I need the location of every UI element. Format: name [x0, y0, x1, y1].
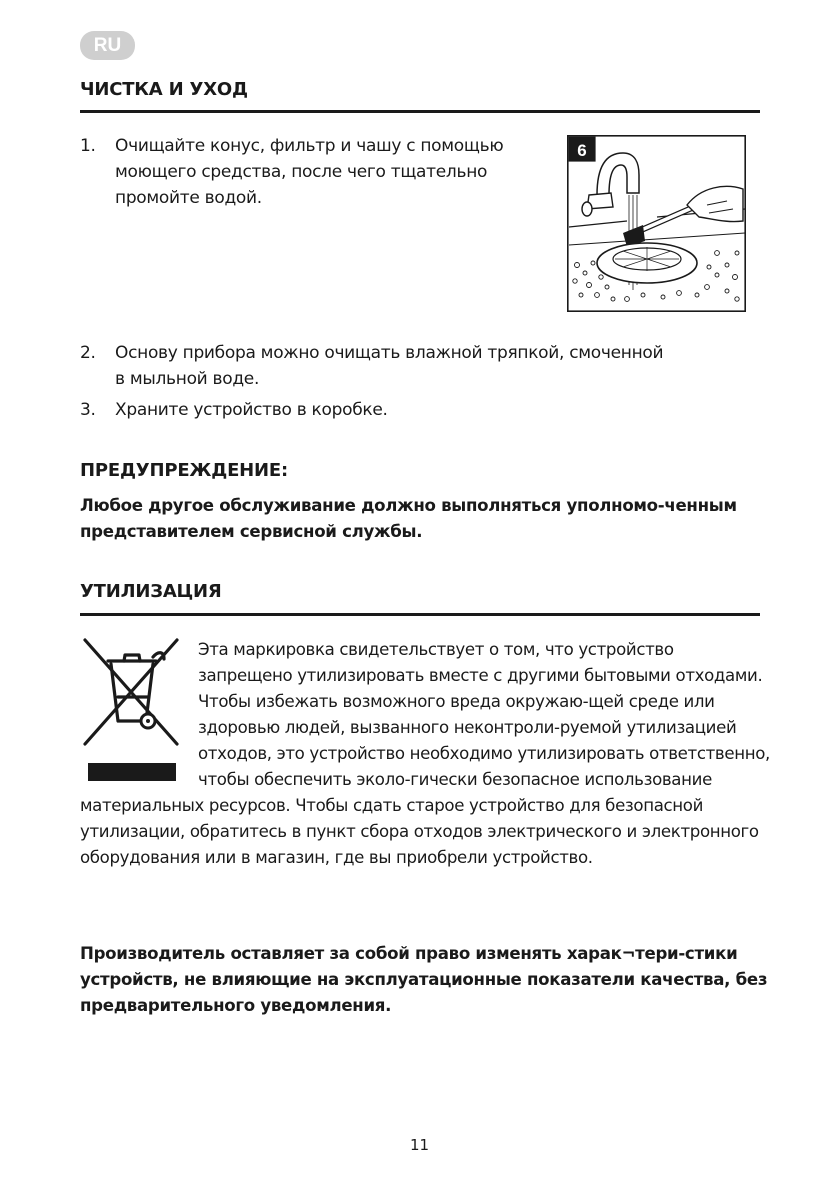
page-number: 11: [409, 1136, 430, 1154]
step-text-line: в мыльной воде.: [115, 369, 260, 389]
step-text: [115, 340, 755, 392]
section-divider: [80, 110, 760, 113]
step-text-line: промойте водой.: [115, 188, 262, 208]
section-title-warning: ПРЕДУПРЕЖДЕНИЕ:: [80, 460, 288, 481]
disposal-text: [80, 637, 770, 871]
step-text: [115, 133, 555, 211]
step-text-line: Очищайте конус, фильтр и чашу с помощью: [115, 136, 504, 156]
language-badge: RU: [80, 31, 135, 60]
step-number: 2.: [80, 343, 96, 363]
figure-number: 6: [577, 141, 587, 160]
section-title-disposal: УТИЛИЗАЦИЯ: [80, 581, 222, 602]
step-text-line: Основу прибора можно очищать влажной тряпкой, смоченной: [115, 343, 664, 363]
step-text-line: моющего средства, после чего тщательно: [115, 162, 488, 182]
warning-text: Любое другое обслуживание должно выполняться уполномо-ченным представителем сервисной службы.: [80, 496, 737, 541]
step-number: 3.: [80, 400, 96, 420]
icon-space: [80, 637, 198, 793]
step-number: 1.: [80, 136, 96, 156]
step-text: Храните устройство в коробке.: [115, 400, 388, 420]
manufacturer-note: Производитель оставляет за собой право изменять харак¬тери-стики устройств, не влияющие на эксплуатационные показатели качества, без предварительного уведомления.: [80, 944, 768, 1015]
section-title-cleaning: ЧИСТКА И УХОД: [80, 79, 248, 100]
disposal-paragraph: Эта маркировка свидетельствует о том, что устройство запрещено утилизировать вместе с другими бытовыми отходами. Чтобы избежать возможного вреда окружаю-щей среде или здоровью людей, вызванного неконтроли-руемой утилизацией отходов, это устройство необходимо утилизировать ответственно, чтобы обеспечить эколо-гически безопасное использование материальных ресурсов. Чтобы сдать старое устройство для безопасной утилизации, обратитесь в пункт сбора отходов электрического и электронного оборудования или в магазин, где вы приобрели устройство.: [80, 640, 770, 867]
section-divider: [80, 613, 760, 616]
washing-parts-illustration: [567, 135, 746, 312]
